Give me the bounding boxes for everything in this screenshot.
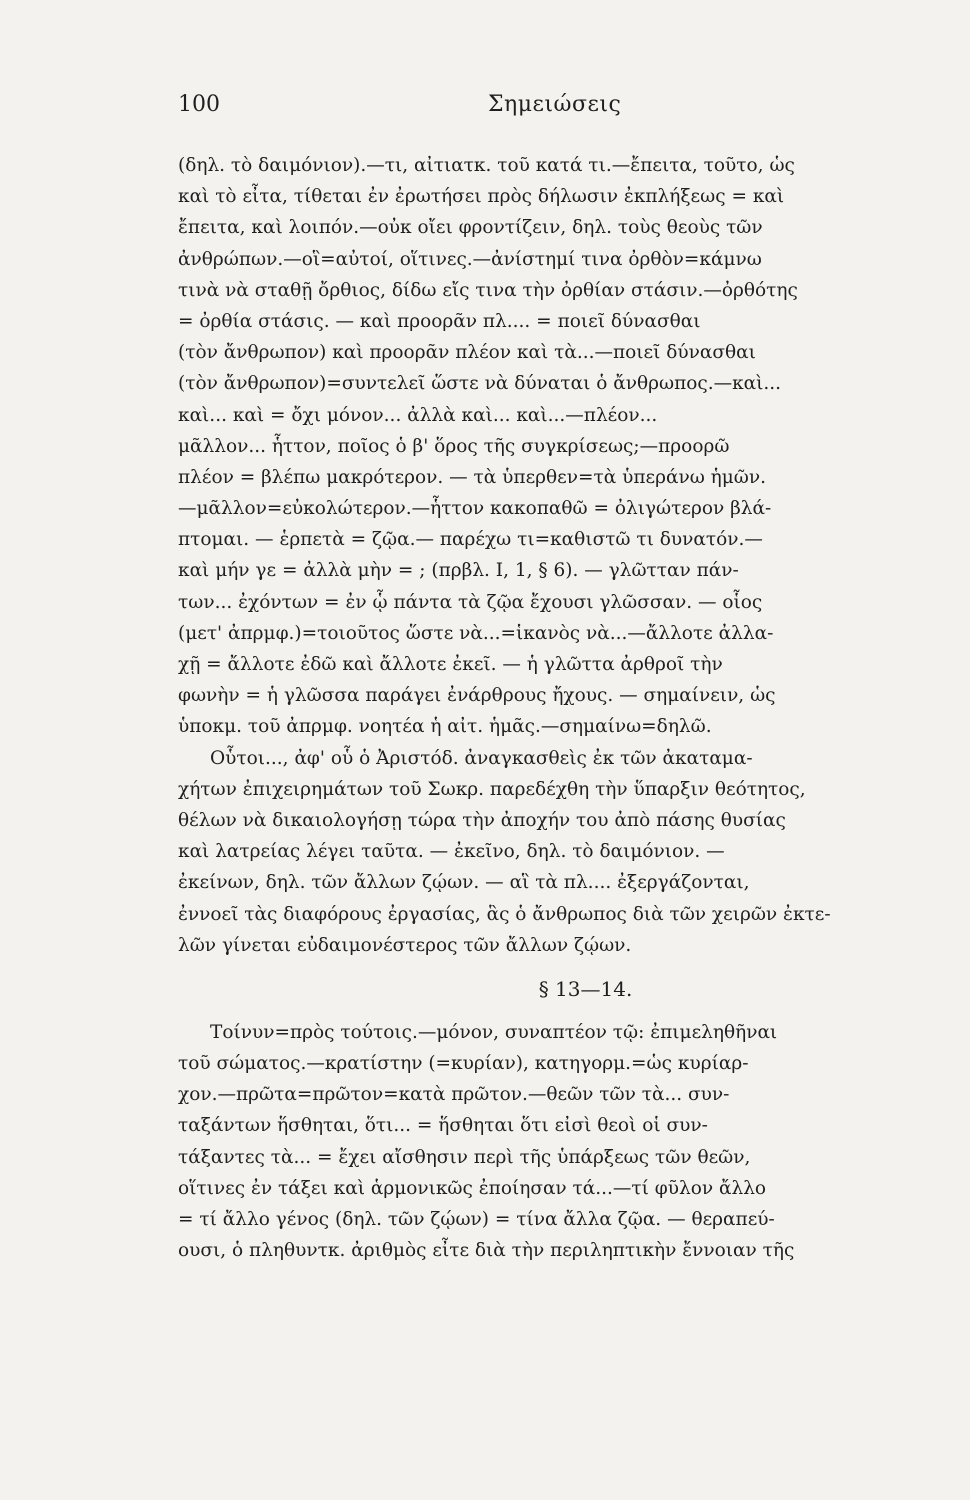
- notes-body: [178, 150, 938, 1266]
- text-line: καὶ μήν γε = ἀλλὰ μὴν = ; (πρβλ. I, 1, § 6). — γλῶτταν πάν-: [178, 560, 739, 582]
- text-line: Τοίνυν=πρὸς τούτοις.—μόνον, συναπτέον τῷ: ἐπιμεληθῆναι: [210, 1021, 778, 1043]
- text-line: πτομαι. — ἑρπετὰ = ζῷα.— παρέχω τι=καθιστῶ τι δυνατόν.—: [178, 529, 763, 551]
- text-line: ἀνθρώπων.—οἳ=αὐτοί, οἵτινες.—ἀνίστημί τινα ὀρθὸν=κάμνω: [178, 248, 762, 270]
- text-line: χον.—πρῶτα=πρῶτον=κατὰ πρῶτον.—θεῶν τῶν τὰ... συν-: [178, 1084, 730, 1106]
- text-line: πλέον = βλέπω μακρότερον. — τὰ ὑπερθεν=τὰ ὑπεράνω ἡμῶν.: [178, 466, 766, 488]
- text-line: (τὸν ἄνθρωπον) καὶ προορᾶν πλέον καὶ τὰ...—ποιεῖ δύνασθαι: [178, 342, 756, 364]
- text-line: ἔπειτα, καὶ λοιπόν.—οὐκ οἴει φροντίζειν, δηλ. τοὺς θεοὺς τῶν: [178, 217, 763, 239]
- text-line: τινὰ νὰ σταθῇ ὄρθιος, δίδω εἴς τινα τὴν ὀρθίαν στάσιν.—ὀρθότης: [178, 279, 798, 301]
- text-line: = ὀρθία στάσις. — καὶ προορᾶν πλ.... = ποιεῖ δύνασθαι: [178, 310, 701, 332]
- text-line: (τὸν ἄνθρωπον)=συντελεῖ ὥστε νὰ δύναται ὁ ἄνθρωπος.—καὶ...: [178, 373, 782, 395]
- text-line: Οὗτοι..., ἀφ' οὗ ὁ Ἀριστόδ. ἀναγκασθεὶς ἐκ τῶν ἀκαταμα-: [210, 747, 753, 769]
- text-line: καὶ τὸ εἶτα, τίθεται ἐν ἐρωτήσει πρὸς δήλωσιν ἐκπλήξεως = καὶ: [178, 186, 785, 208]
- text-line: (δηλ. τὸ δαιμόνιον).—τι, αἰτιατκ. τοῦ κατά τι.—ἔπειτα, τοῦτο, ὡς: [178, 155, 795, 176]
- running-head: [178, 92, 928, 128]
- text-line: τοῦ σώματος.—κρατίστην (=κυρίαν), κατηγορμ.=ὡς κυρίαρ-: [178, 1053, 749, 1075]
- text-line: (μετ' ἀπρμφ.)=τοιοῦτος ὥστε νὰ...=ἱκανὸς νὰ...—ἄλλοτε ἀλλα-: [178, 622, 774, 644]
- text-line: μᾶλλον... ἧττον, ποῖος ὁ β' ὅρος τῆς συγκρίσεως;—προορῶ: [178, 435, 730, 457]
- text-line: καὶ λατρείας λέγει ταῦτα. — ἐκεῖνο, δηλ. τὸ δαιμόνιον. —: [178, 841, 725, 863]
- text-line: ουσι, ὁ πληθυντκ. ἀριθμὸς εἶτε διὰ τὴν περιληπτικὴν ἔννοιαν τῆς: [178, 1240, 795, 1262]
- text-line: ταξάντων ἥσθηται, ὅτι... = ἥσθηται ὅτι εἰσὶ θεοὶ οἱ συν-: [178, 1115, 708, 1137]
- text-line: ἐκείνων, δηλ. τῶν ἄλλων ζῴων. — αἳ τὰ πλ.... ἐξεργάζονται,: [178, 872, 750, 894]
- page-number: 100: [178, 92, 220, 117]
- text-line: ἐννοεῖ τὰς διαφόρους ἐργασίας, ἃς ὁ ἄνθρωπος διὰ τῶν χειρῶν ἐκτε-: [178, 903, 831, 925]
- text-line: οἵτινες ἐν τάξει καὶ ἁρμονικῶς ἐποίησαν τά...—τί φῦλον ἄλλο: [178, 1177, 767, 1199]
- text-line: θέλων νὰ δικαιολογήσῃ τώρα τὴν ἀποχήν του ἀπὸ πάσης θυσίας: [178, 809, 786, 831]
- text-line: = τί ἄλλο γένος (δηλ. τῶν ζῴων) = τίνα ἄλλα ζῷα. — θεραπεύ-: [178, 1209, 775, 1230]
- text-line: καὶ... καὶ = ὄχι μόνον... ἀλλὰ καὶ... καὶ...—πλέον...: [178, 404, 658, 426]
- text-line: φωνὴν = ἡ γλῶσσα παράγει ἐνάρθρους ἤχους. — σημαίνειν, ὡς: [178, 685, 776, 707]
- running-title: Σημειώσεις: [488, 92, 622, 117]
- text-line: τάξαντες τὰ... = ἔχει αἴσθησιν περὶ τῆς ὑπάρξεως τῶν θεῶν,: [178, 1146, 751, 1168]
- text-line: ὑποκμ. τοῦ ἀπρμφ. νοητέα ἡ αἰτ. ἡμᾶς.—σημαίνω=δηλῶ.: [178, 716, 712, 738]
- text-line: λῶν γίνεται εὐδαιμονέστερος τῶν ἄλλων ζῴων.: [178, 934, 632, 956]
- text-line: χῇ = ἄλλοτε ἐδῶ καὶ ἄλλοτε ἐκεῖ. — ἡ γλῶττα ἀρθροῖ τὴν: [178, 654, 723, 675]
- text-line: —μᾶλλον=εὐκολώτερον.—ἧττον κακοπαθῶ = ὀλιγώτερον βλά-: [178, 498, 772, 520]
- text-line: των... ἐχόντων = ἐν ᾧ πάντα τὰ ζῷα ἔχουσι γλῶσσαν. — οἷος: [178, 591, 763, 613]
- text-line: χήτων ἐπιχειρημάτων τοῦ Σωκρ. παρεδέχθη τὴν ὕπαρξιν θεότητος,: [178, 778, 806, 800]
- section-heading: § 13—14.: [538, 976, 633, 1001]
